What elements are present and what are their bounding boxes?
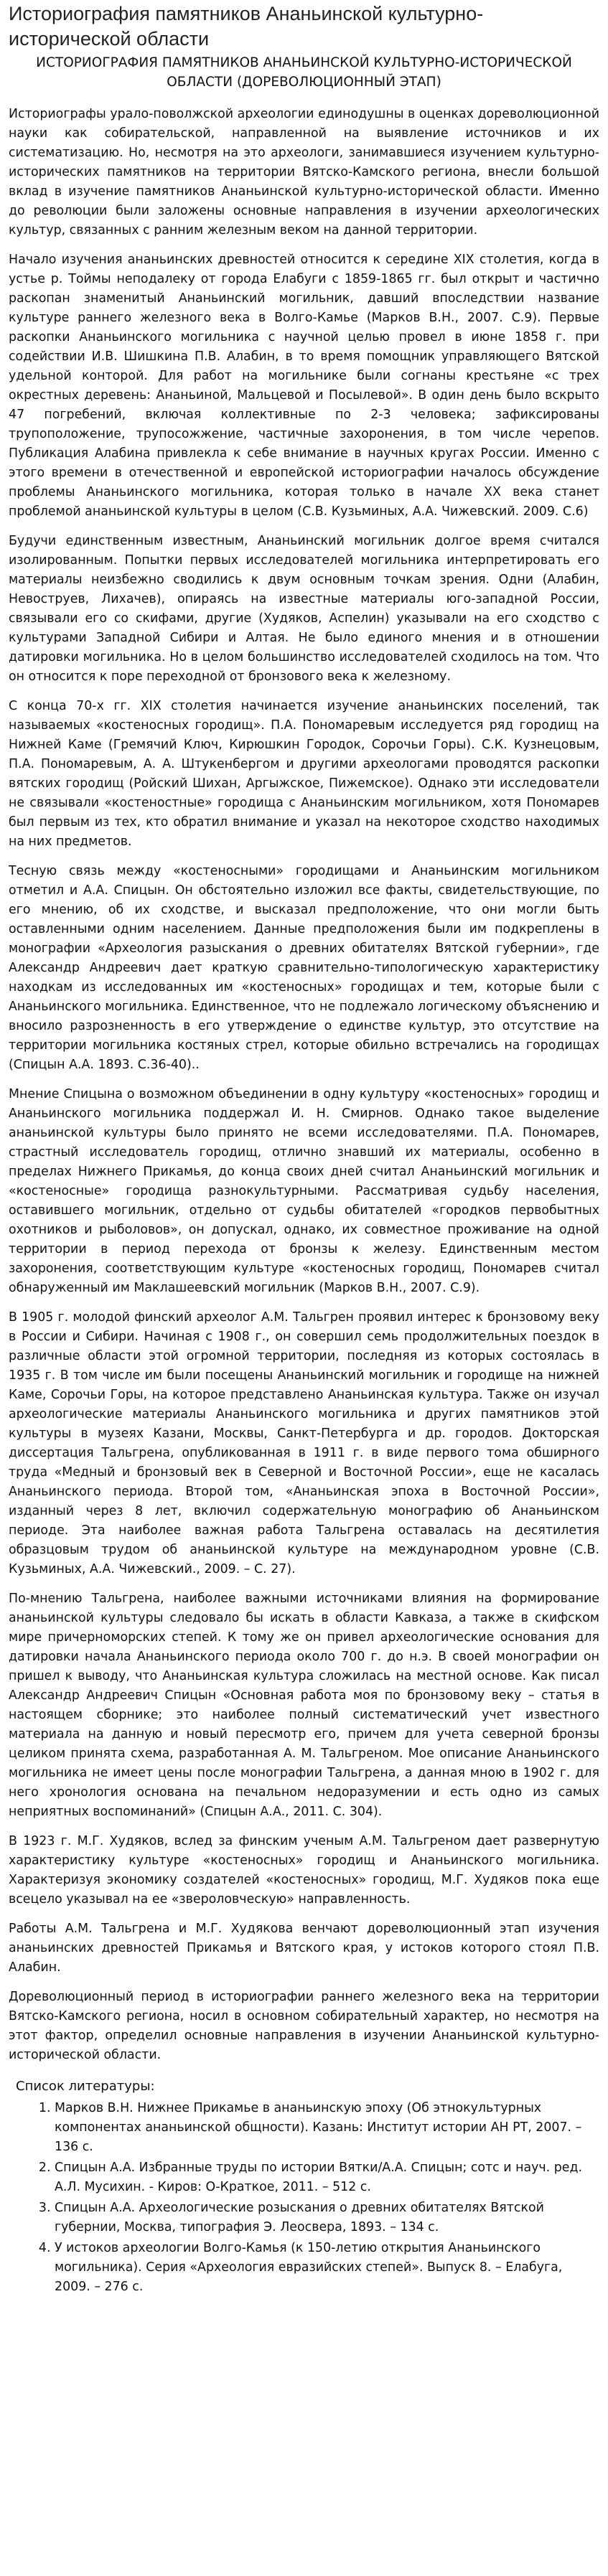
paragraph: По-мнению Тальгрена, наиболее важными источниками влияния на формирование ананьинской культуры следовало бы искать в области Кавказа, а также в скифском мире причерноморских степей. К тому же он привел археологические основания для датировки начала Ананьинского периода около 700 г. до н.э. В своей монографии он пришел к выводу, что Ананьинская культура сложилась на местной основе. Как писал Александр Андреевич Спицын «Основная работа моя по бронзовому веку – статья в настоящем сборнике; это наиболее полный систематический учет известного материала на данную и новый пересмотр его, причем для учета северной бронзы целиком принята схема, разработанная А. М. Тальгреном. Мое описание Ананьинского могильника не имеет цены после монографии Тальгрена, а данная мною в 1902 г. для него хронология основана на печальном недоразумении и есть одно из самых неприятных воспоминаний» (Спицын А.А., 2011. С. 304). — [9, 1592, 599, 1819]
literature-item: 4. У истоков археологии Волго-Камья (к 150-летию открытия Ананьинского могильника). Серия «Археология евразийских степей». Выпуск 8. – Елабуга, 2009. – 276 с. — [55, 2239, 599, 2297]
paragraph: Будучи единственным известным, Ананьинский могильник долгое время считался изолированным. Попытки первых исследователей могильника интерпретировать его материалы неизбежно сводились к двум основным точкам зрения. Одни (Алабин, Невоструев, Лихачев), опираясь на известные материалы юго-западной России, связывали его со скифами, другие (Худяков, Аспелин) указывали на его сходство с культурами Западной Сибири и Алтая. Не было единого мнения и в отношении датировки могильника. Но в целом большинство исследователей сходилось на том. Что он относится к поре переходной от бронзового века к железному. — [9, 534, 599, 684]
paragraph: Историографы урало-поволжской археологии единодушны в оценках дореволюционной науки как собирательской, направленной на выявление источников и их систематизацию. Но, несмотря на это археологи, занимавшиеся изучением культурно-исторических памятников на территории Вятско-Камского региона, внесли большой вклад в изучение памятников Ананьинской культурно-исторической области. Именно до революции были заложены основные направления в изучении археологических культур, связанных с ранним железным веком на данной территории. — [9, 107, 599, 238]
literature-title: Список литературы: — [16, 2079, 155, 2094]
literature-list — [9, 2099, 599, 2297]
paragraph: Начало изучения ананьинских древностей относится к середине XIX столетия, когда в устье р. Тоймы неподалеку от города Елабуги с 1859-1865 гг. был открыт и частично раскопан знаменитый Ананьинский могильник, давший впоследствии название культуре раннего железного века в Волго-Камье (Марков В.Н., 2007. С.9). Первые раскопки Ананьинского могильника с научной целью провел в июне 1858 г. при содействии И.В. Шишкина П.В. Алабин, в то время помощник управляющего Вятской удельной конторой. Для работ на могильнике были согнаны крестьяне «с трех окрестных деревень: Ананьиной, Мальцевой и Посылевой». В один день было вскрыто 47 погребений, включая коллективные по 2-3 человека; зафиксированы трупоположение, трупосожжение, частичные захоронения, в том числе черепов. Публикация Алабина привлекла к себе внимание в научных кругах России. Именно с этого времени в отечественной и европейской историографии началось обсуждение проблемы Ананьинского могильника, которая только в начале XX века станет проблемой ананьинской культуры в целом (С.В. Кузьминых, А.А. Чижевский. 2009. С.6) — [9, 253, 599, 519]
article — [9, 53, 599, 2297]
paragraph: В 1905 г. молодой финский археолог А.М. Тальгрен проявил интерес к бронзовому веку в России и Сибири. Начиная с 1908 г., он совершил семь продолжительных поездок в различные области этой огромной территории, последняя из которых состоялась в 1935 г. В том числе им были посещены Ананьинский могильник и городище на нижней Каме, Сорочьи Горы, на которое представлено Ананьинская культура. Также он изучал археологические материалы Ананьинского могильника и других памятников этой культуры в музеях Казани, Москвы, Санкт-Петербурга и др. городов. Докторская диссертация Тальгрена, опубликованная в 1911 г. в виде первого тома обширного труда «Медный и бронзовый век в Северной и Восточной России», еще не касалась Ананьинского периода. Второй том, «Ананьинская эпоха в Восточной России», изданный через 8 лет, включил содержательную монографию об Ананьинском периоде. Эта наиболее важная работа Тальгрена оставалась на десятилетия образцовым трудом об ананьинской культуре на международном уровне (С.В. Кузьминых, А.А. Чижевский., 2009. – С. 27). — [9, 1310, 599, 1576]
paragraph: Тесную связь между «костеносными» городищами и Ананьинским могильником отметил и А.А. Спицын. Он обстоятельно изложил все факты, свидетельствующие, по его мнению, об их сходстве, и высказал предположение, что они могли быть оставленными одним населением. Данные предположения были им подкреплены в монографии «Археология разыскания о древних обитателях Вятской губернии», где Александр Андреевич дает краткую сравнительно-типологическую характеристику находкам из исследованных им «костеносных» городищах и тем, которые были с Ананьинского могильника. Единственное, что не подлежало логическому объяснению и вносило разрозненность в его утверждение о единстве культур, это отсутствие на территории могильника костяных стрел, которые обильно встречались на городищах (Спицын А.А. 1893. С.36-40).. — [9, 864, 599, 1072]
document-heading: ИСТОРИОГРАФИЯ ПАМЯТНИКОВ АНАНЬИНСКОЙ КУЛЬТУРНО-ИСТОРИЧЕСКОЙ ОБЛАСТИ (ДОРЕВОЛЮЦИОННЫЙ ЭТАП) — [36, 55, 572, 90]
literature-item: 2. Спицын А.А. Избранные труды по истории Вятки/А.А. Спицын; сотс и науч. ред. А.Л. Мусихин. - Киров: О-Краткое, 2011. – 512 с. — [55, 2158, 599, 2197]
paragraph: Работы А.М. Тальгрена и М.Г. Худякова венчают дореволюционный этап изучения ананьинских древностей Прикамья и Вятского края, у истоков которого стоял П.В. Алабин. — [9, 1922, 599, 1975]
page — [0, 1, 608, 2297]
literature-item: 3. Спицын А.А. Археологические розыскания о древних обитателях Вятской губернии, Москва, типография Э. Леосвера, 1893. – 134 с. — [55, 2199, 599, 2237]
paragraph: Мнение Спицына о возможном объединении в одну культуру «костеносных» городищ и Ананьинского могильника поддержал И. Н. Смирнов. Однако такое выделение ананьинской культуры было принято не всеми исследователями. П.А. Пономарев, страстный исследователь городищ, отлично знавший их материалы, особенно в пределах Нижнего Прикамья, до конца своих дней считал Ананьинский могильник и «костеносные» городища разнокультурными. Рассматривая судьбу населения, оставившего могильник, отдельно от судьбы обитателей «городков первобытных охотников и рыболовов», он допускал, однако, их совместное проживание на одной территории в период перехода от бронзы к железу. Единственным местом захоронения, соответствующим культуре «костеносных городищ, Пономарев считал обнаруженный им Маклашеевский могильник (Марков В.Н., 2007. С.9). — [9, 1087, 599, 1295]
literature-item: 1. Марков В.Н. Нижнее Прикамье в ананьинскую эпоху (Об этнокультурных компонентах ананьинской общности). Казань: Институт истории АН РТ, 2007. – 136 с. — [55, 2099, 599, 2157]
paragraph: Дореволюционный период в историографии раннего железного века на территории Вятско-Камского региона, носил в основном собирательный характер, но несмотря на этот фактор, определил основные направления в изучении Ананьинской культурно-исторической области. — [9, 1990, 599, 2062]
paragraph: В 1923 г. М.Г. Худяков, вслед за финским ученым А.М. Тальгреном дает развернутую характеристику культуре «костеносных» городищ и Ананьинского могильника. Характеризуя экономику создателей «костеносных» городищ, М.Г. Худяков пока еще всецело указывал на ее «звероловческую» направленность. — [9, 1834, 599, 1907]
paragraph: С конца 70-х гг. XIX столетия начинается изучение ананьинских поселений, так называемых «костеносных городищ». П.А. Пономаревым исследуется ряд городищ на Нижней Каме (Гремячий Ключ, Кирюшкин Городок, Сорочьи Горы). С.К. Кузнецовым, П.А. Пономаревым, А. А. Штукенбергом и другими археологами проводятся раскопки вятских городищ (Ройский Шихан, Аргыжское, Пижемское). Однако эти исследователи не связывали «костеностные» городища с Ананьинским могильником, хотя Пономарев был первым из тех, кто обратил внимание и указал на некоторое сходство находимых на них предметов. — [9, 699, 599, 849]
page-title: Историография памятников Ананьинской культурно-исторической области — [9, 3, 484, 50]
